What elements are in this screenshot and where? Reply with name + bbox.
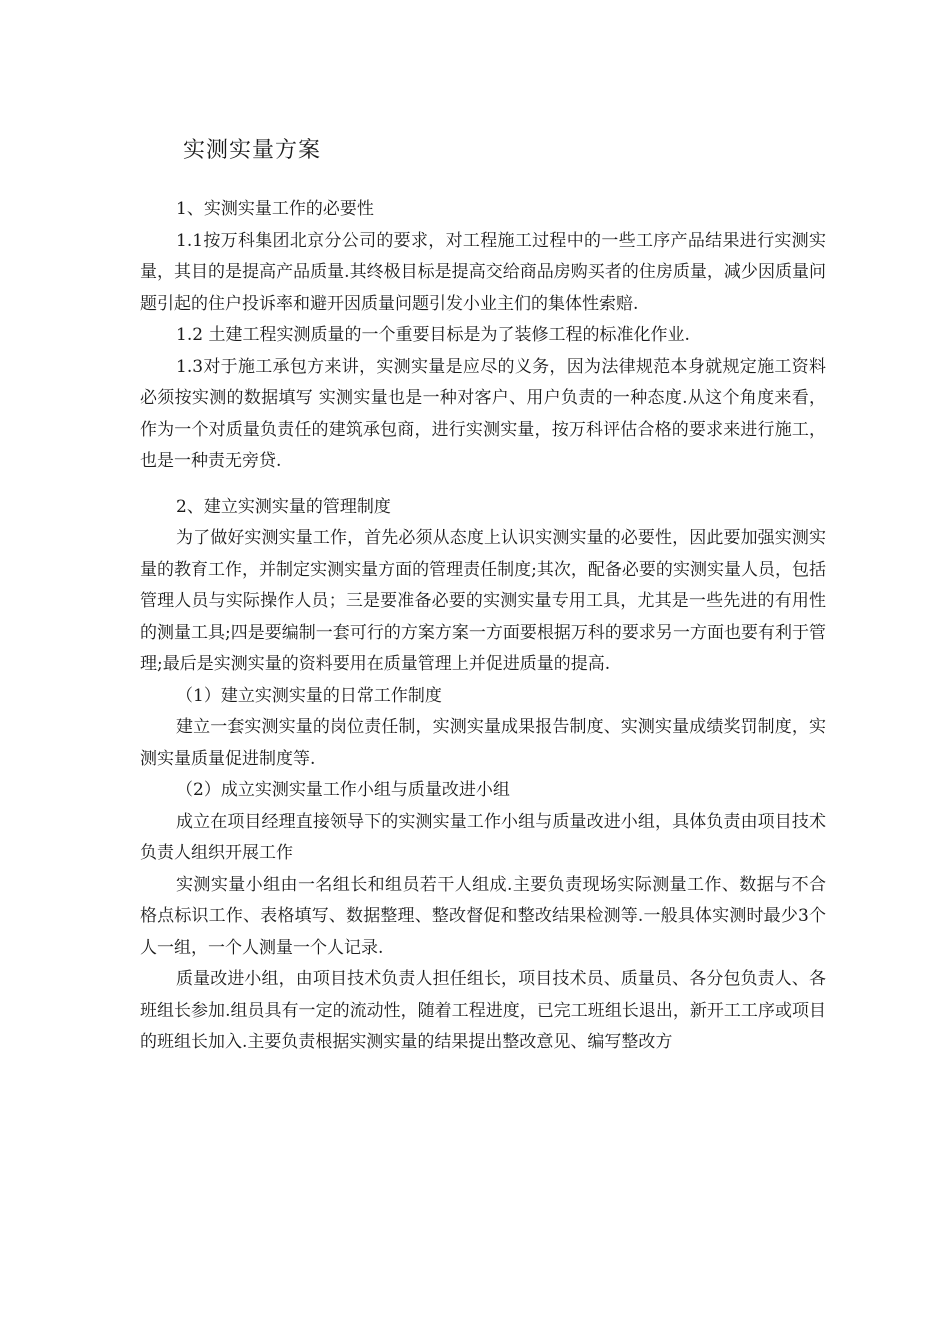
subsection-2-text-1: 成立在项目经理直接领导下的实测实量工作小组与质量改进小组，具体负责由项目技术负责人组织开展工作	[140, 811, 826, 863]
subsection-2-text-3: 质量改进小组，由项目技术负责人担任组长，项目技术员、质量员、各分包负责人、各班组长参加.组员具有一定的流动性，随着工程进度，已完工班组长退出，新开工工序或项目的班组长加入.主要负责根据实测实量的结果提出整改意见、编写整改方	[140, 969, 826, 1052]
subsection-1-text: 建立一套实测实量的岗位责任制，实测实量成果报告制度、实测实量成绩奖罚制度，实测实量质量促进制度等.	[140, 717, 826, 769]
subsection-1-heading: （1）建立实测实量的日常工作制度	[176, 685, 442, 706]
paragraph-1-2: 1.2 土建工程实测质量的一个重要目标是为了装修工程的标准化作业.	[176, 325, 690, 345]
paragraph-1-1: 1.1按万科集团北京分公司的要求，对工程施工过程中的一些工序产品结果进行实测实量，其目的是提高产品质量.其终极目标是提高交给商品房购买者的住房质量，减少因质量问题引起的住户投诉率和避开因质量问题引发小业主们的集体性索赔.	[140, 230, 826, 314]
subsection-2-heading: （2）成立实测实量工作小组与质量改进小组	[176, 780, 510, 800]
section-2-heading: 2、建立实测实量的管理制度	[176, 496, 391, 517]
paragraph-1-3: 1.3对于施工承包方来讲，实测实量是应尽的义务，因为法律规范本身就规定施工资料必须按实测的数据填写 实测实量也是一种对客户、用户负责的一种态度.从这个角度来看，作为一个对质量负责任的建筑承包商，进行实测实量，按万科评估合格的要求来进行施工，也是一种责无旁贷.	[140, 356, 826, 471]
paragraph-2-intro: 为了做好实测实量工作，首先必须从态度上认识实测实量的必要性，因此要加强实测实量的教育工作，并制定实测实量方面的管理责任制度;其次，配备必要的实测实量人员，包括管理人员与实际操作人员；三是要准备必要的实测实量专用工具，尤其是一些先进的有用性的测量工具;四是要编制一套可行的方案方案一方面要根据万科的要求另一方面也要有利于管理;最后是实测实量的资料要用在质量管理上并促进质量的提高.	[140, 528, 826, 674]
document-title: 实测实量方案	[183, 138, 322, 163]
subsection-2-text-2: 实测实量小组由一名组长和组员若干人组成.主要负责现场实际测量工作、数据与不合格点标识工作、表格填写、数据整理、整改督促和整改结果检测等.一般具体实测时最少3个人一组，一个人测量一个人记录.	[140, 874, 826, 958]
document-body	[140, 194, 826, 1059]
section-1-heading: 1、实测实量工作的必要性	[176, 199, 374, 219]
